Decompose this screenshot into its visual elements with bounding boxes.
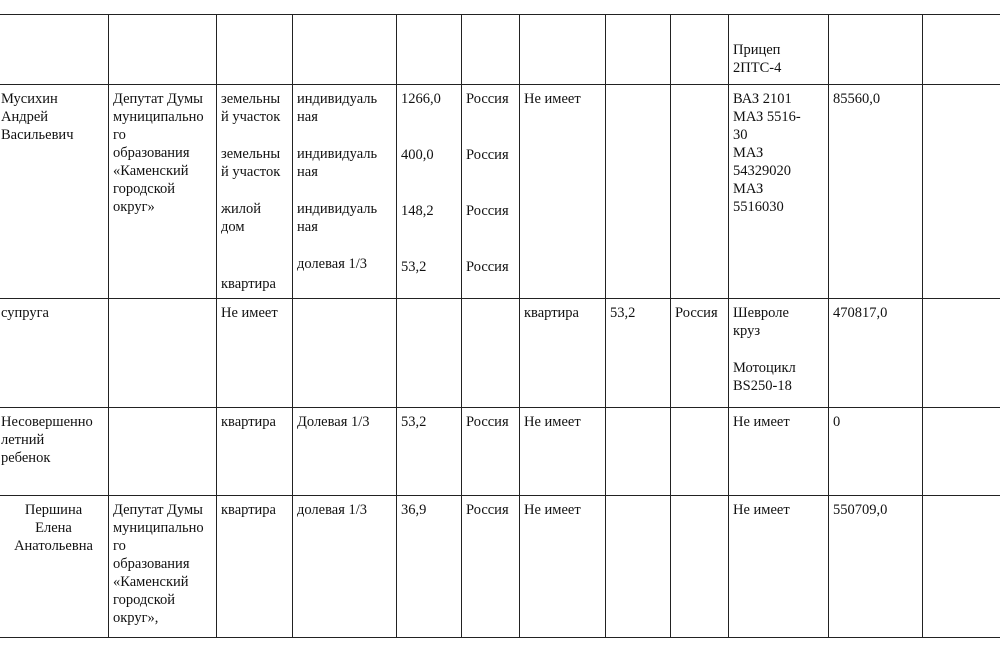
name-line: Мусихин bbox=[1, 91, 58, 107]
vehicle-line: МАЗ bbox=[733, 181, 764, 197]
country-cell bbox=[462, 496, 520, 638]
name-line: ребенок bbox=[1, 450, 51, 466]
area-cell bbox=[397, 408, 462, 496]
table-row bbox=[0, 15, 1000, 85]
position-line: округ», bbox=[113, 610, 159, 626]
use-area-cell bbox=[606, 15, 671, 85]
area-value: 400,0 bbox=[401, 147, 434, 163]
vehicle-line: ВАЗ 2101 bbox=[733, 91, 792, 107]
use-type-cell bbox=[520, 299, 606, 408]
vehicles-cell bbox=[729, 408, 829, 496]
position-line: го bbox=[113, 127, 126, 143]
position-line: муниципально bbox=[113, 109, 204, 125]
vehicle-line: круз bbox=[733, 323, 761, 339]
position-cell bbox=[109, 85, 217, 299]
country-value: Россия bbox=[466, 259, 509, 275]
extra-cell bbox=[923, 85, 1000, 299]
name-line: Елена bbox=[35, 520, 72, 536]
income-value: 85560,0 bbox=[833, 91, 881, 107]
income-cell bbox=[829, 299, 923, 408]
property-type-cell bbox=[217, 85, 293, 299]
area-cell bbox=[397, 299, 462, 408]
ownership-cell bbox=[293, 408, 397, 496]
use-type-cell bbox=[520, 85, 606, 299]
position-line: «Каменский bbox=[113, 163, 189, 179]
country-value: Россия bbox=[466, 414, 509, 430]
area-cell bbox=[397, 85, 462, 299]
name-line: супруга bbox=[1, 305, 49, 321]
ownership-value: Долевая 1/3 bbox=[297, 414, 370, 430]
table-row bbox=[0, 408, 1000, 496]
name-line: Андрей bbox=[1, 109, 49, 125]
name-line: Васильевич bbox=[1, 127, 74, 143]
vehicles-cell bbox=[729, 85, 829, 299]
vehicles-cell bbox=[729, 15, 829, 85]
property-type-cell bbox=[217, 496, 293, 638]
use-type-cell bbox=[520, 496, 606, 638]
property-type-line: жилой bbox=[221, 201, 262, 217]
property-type-value: квартира bbox=[221, 414, 276, 430]
income-cell bbox=[829, 85, 923, 299]
name-line: Анатольевна bbox=[14, 538, 93, 554]
position-line: образования bbox=[113, 556, 190, 572]
area-value: 36,9 bbox=[401, 502, 427, 518]
vehicles-cell bbox=[729, 496, 829, 638]
name-line: Несовершенно bbox=[1, 414, 93, 430]
country-value: Россия bbox=[466, 147, 509, 163]
position-cell bbox=[109, 299, 217, 408]
vehicle-line: 5516030 bbox=[733, 199, 784, 215]
income-cell bbox=[829, 15, 923, 85]
name-line: Першина bbox=[24, 502, 83, 518]
use-type-value: Не имеет bbox=[524, 502, 581, 518]
name-line: летний bbox=[1, 432, 45, 448]
country-value: Россия bbox=[466, 502, 509, 518]
country-value: Россия bbox=[466, 203, 509, 219]
vehicle-line: 2ПТС-4 bbox=[733, 60, 782, 76]
position-line: образования bbox=[113, 145, 190, 161]
country-cell bbox=[462, 299, 520, 408]
income-cell bbox=[829, 408, 923, 496]
name-cell bbox=[0, 496, 109, 638]
property-type-cell bbox=[217, 299, 293, 408]
table-row bbox=[0, 299, 1000, 408]
area-cell bbox=[397, 15, 462, 85]
income-value: 550709,0 bbox=[833, 502, 888, 518]
property-type-line: дом bbox=[221, 219, 245, 235]
ownership-line: ная bbox=[297, 219, 318, 235]
vehicle-line: Не имеет bbox=[733, 414, 790, 430]
position-cell bbox=[109, 496, 217, 638]
area-cell bbox=[397, 496, 462, 638]
ownership-cell bbox=[293, 15, 397, 85]
ownership-line: ная bbox=[297, 109, 318, 125]
vehicle-line: МАЗ bbox=[733, 145, 764, 161]
property-type-line: й участок bbox=[221, 164, 281, 180]
use-country-cell bbox=[671, 15, 729, 85]
use-country-cell bbox=[671, 299, 729, 408]
name-cell bbox=[0, 408, 109, 496]
use-type-value: квартира bbox=[524, 305, 579, 321]
use-area-cell bbox=[606, 299, 671, 408]
vehicle-line: BS250-18 bbox=[733, 378, 792, 394]
position-line: Депутат Думы bbox=[113, 91, 203, 107]
position-cell bbox=[109, 15, 217, 85]
area-value: 53,2 bbox=[401, 414, 427, 430]
use-type-cell bbox=[520, 15, 606, 85]
name-cell bbox=[0, 85, 109, 299]
position-line: Депутат Думы bbox=[113, 502, 203, 518]
income-cell bbox=[829, 496, 923, 638]
ownership-line: ная bbox=[297, 164, 318, 180]
position-line: городской bbox=[113, 181, 176, 197]
income-value: 0 bbox=[833, 414, 841, 430]
vehicle-line: МАЗ 5516- bbox=[733, 109, 801, 125]
ownership-cell bbox=[293, 299, 397, 408]
vehicles-cell bbox=[729, 299, 829, 408]
use-area-cell bbox=[606, 408, 671, 496]
country-value: Россия bbox=[466, 91, 509, 107]
name-cell bbox=[0, 15, 109, 85]
area-value: 53,2 bbox=[401, 259, 427, 275]
vehicle-line: 30 bbox=[733, 127, 748, 143]
area-value: 1266,0 bbox=[401, 91, 441, 107]
table-row bbox=[0, 85, 1000, 299]
property-type-value: квартира bbox=[221, 502, 276, 518]
use-type-cell bbox=[520, 408, 606, 496]
ownership-value: долевая 1/3 bbox=[297, 502, 368, 518]
table-row bbox=[0, 496, 1000, 638]
property-type-line: квартира bbox=[221, 276, 276, 292]
use-area-cell bbox=[606, 496, 671, 638]
use-country-value: Россия bbox=[675, 305, 718, 321]
name-cell bbox=[0, 299, 109, 408]
country-cell bbox=[462, 15, 520, 85]
declaration-table bbox=[0, 14, 1000, 638]
position-line: го bbox=[113, 538, 126, 554]
property-type-line: земельны bbox=[221, 146, 281, 162]
property-type-line: земельны bbox=[221, 91, 281, 107]
use-country-cell bbox=[671, 496, 729, 638]
income-value: 470817,0 bbox=[833, 305, 888, 321]
use-country-cell bbox=[671, 408, 729, 496]
ownership-cell bbox=[293, 85, 397, 299]
use-area-cell bbox=[606, 85, 671, 299]
ownership-line: долевая 1/3 bbox=[297, 256, 368, 272]
country-cell bbox=[462, 85, 520, 299]
ownership-line: индивидуаль bbox=[297, 91, 378, 107]
vehicle-line: 54329020 bbox=[733, 163, 791, 179]
vehicle-line: Мотоцикл bbox=[733, 360, 796, 376]
extra-cell bbox=[923, 15, 1000, 85]
use-area-value: 53,2 bbox=[610, 305, 636, 321]
position-line: муниципально bbox=[113, 520, 204, 536]
property-type-cell bbox=[217, 15, 293, 85]
extra-cell bbox=[923, 408, 1000, 496]
country-cell bbox=[462, 408, 520, 496]
position-line: городской bbox=[113, 592, 176, 608]
property-type-value: Не имеет bbox=[221, 305, 278, 321]
vehicle-line: Не имеет bbox=[733, 502, 790, 518]
property-type-line: й участок bbox=[221, 109, 281, 125]
extra-cell bbox=[923, 496, 1000, 638]
use-country-cell bbox=[671, 85, 729, 299]
ownership-line: индивидуаль bbox=[297, 146, 378, 162]
extra-cell bbox=[923, 299, 1000, 408]
use-type-value: Не имеет bbox=[524, 91, 581, 107]
position-line: округ» bbox=[113, 199, 155, 215]
use-type-value: Не имеет bbox=[524, 414, 581, 430]
ownership-cell bbox=[293, 496, 397, 638]
area-value: 148,2 bbox=[401, 203, 434, 219]
vehicle-line: Прицеп bbox=[733, 42, 781, 58]
position-line: «Каменский bbox=[113, 574, 189, 590]
ownership-line: индивидуаль bbox=[297, 201, 378, 217]
position-cell bbox=[109, 408, 217, 496]
vehicle-line: Шевроле bbox=[733, 305, 789, 321]
property-type-cell bbox=[217, 408, 293, 496]
